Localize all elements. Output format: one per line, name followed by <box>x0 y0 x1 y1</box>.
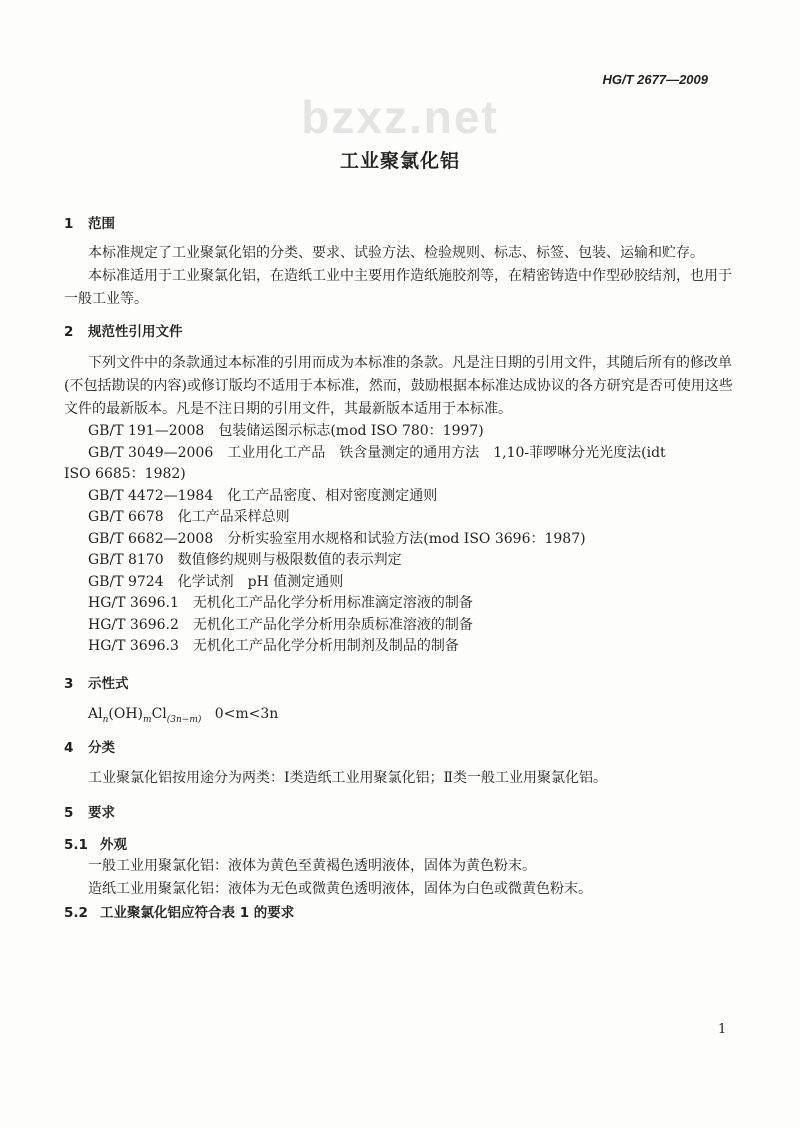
section-title: 要求 <box>88 804 115 821</box>
section-number: 5 <box>64 804 74 821</box>
section-number: 1 <box>64 216 74 232</box>
formula-part: (OH) <box>108 705 144 722</box>
reference-item: GB/T 6682—2008 分析实验室用水规格和试验方法(mod ISO 3696：1987) <box>88 530 586 547</box>
section-title: 外观 <box>100 836 127 853</box>
section-5-1-heading <box>64 835 736 855</box>
formula-sub: m <box>143 714 152 725</box>
section-4-heading <box>64 738 736 758</box>
chemical-formula <box>64 703 736 726</box>
page-title: 工业聚氯化铝 <box>339 150 460 172</box>
reference-item: HG/T 3696.2 无机化工产品化学分析用杂质标准溶液的制备 <box>88 616 473 633</box>
reference-item: GB/T 3049—2006 工业用化工产品 铁含量测定的通用方法 1,10-菲啰啉分光光度法(idt <box>88 444 666 461</box>
section-2-heading <box>64 322 736 342</box>
section-number: 5.2 <box>64 904 88 921</box>
section-title: 规范性引用文件 <box>88 324 183 340</box>
formula-sub: (3n−m) <box>166 714 202 725</box>
reference-item: HG/T 3696.1 无机化工产品化学分析用标准滴定溶液的制备 <box>88 595 473 611</box>
formula-condition: 0<m<3n <box>214 705 279 722</box>
section-number: 5.1 <box>64 836 88 853</box>
reference-item: GB/T 9724 化学试剂 pH 值测定通则 <box>88 573 344 590</box>
paragraph: 一般工业用聚氯化铝：液体为黄色至黄褐色透明液体，固体为黄色粉末。 <box>88 857 536 874</box>
document-body <box>64 214 736 923</box>
formula-part: Al <box>88 705 103 722</box>
section-number: 2 <box>64 324 74 340</box>
section-number: 4 <box>64 739 74 756</box>
reference-item: HG/T 3696.3 无机化工产品化学分析用制剂及制品的制备 <box>88 638 459 654</box>
paragraph: 本标准适用于工业聚氯化铝，在造纸工业中主要用作造纸施胶剂等，在精密铸造中作型砂胶结剂，也用于一般工业等。 <box>64 268 732 307</box>
reference-item: GB/T 191—2008 包装储运图示标志(mod ISO 780：1997) <box>88 423 484 439</box>
reference-item: GB/T 8170 数值修约规则与极限数值的表示判定 <box>88 552 402 568</box>
paragraph: 工业聚氯化铝按用途分为两类：Ⅰ类造纸工业用聚氯化铝；Ⅱ类一般工业用聚氯化铝。 <box>88 769 608 786</box>
watermark: bzxz.net <box>301 91 499 143</box>
section-5-heading <box>64 803 736 823</box>
section-title: 范围 <box>88 216 115 232</box>
page-number: 1 <box>718 1022 727 1037</box>
reference-item: GB/T 4472—1984 化工产品密度、相对密度测定通则 <box>88 487 438 504</box>
section-title: 分类 <box>88 739 115 756</box>
section-5-2-heading <box>64 903 736 923</box>
section-1-heading <box>64 214 736 234</box>
section-number: 3 <box>64 675 74 692</box>
paragraph: 本标准规定了工业聚氯化铝的分类、要求、试验方法、检验规则、标志、标签、包装、运输和贮存。 <box>88 245 704 261</box>
formula-sub: n <box>102 714 109 725</box>
formula-part: Cl <box>151 705 167 722</box>
paragraph: 造纸工业用聚氯化铝：液体为无色或微黄色透明液体，固体为白色或微黄色粉末。 <box>88 880 592 897</box>
section-title: 工业聚氯化铝应符合表 1 的要求 <box>100 904 295 921</box>
reference-item: ISO 6685：1982) <box>64 466 186 482</box>
standard-number: HG/T 2677—2009 <box>602 72 708 87</box>
reference-item: GB/T 6678 化工产品采样总则 <box>88 509 290 525</box>
paragraph: 下列文件中的条款通过本标准的引用而成为本标准的条款。凡是注日期的引用文件，其随后所有的修改单(不包括勘误的内容)或修订版均不适用于本标准，然而，鼓励根据本标准达成协议的各方研究是否可使用这些文件的最新版本。凡是不注日期的引用文件，其最新版本适用于本标准。 <box>64 355 733 417</box>
section-title: 示性式 <box>88 675 129 692</box>
section-3-heading <box>64 674 736 694</box>
